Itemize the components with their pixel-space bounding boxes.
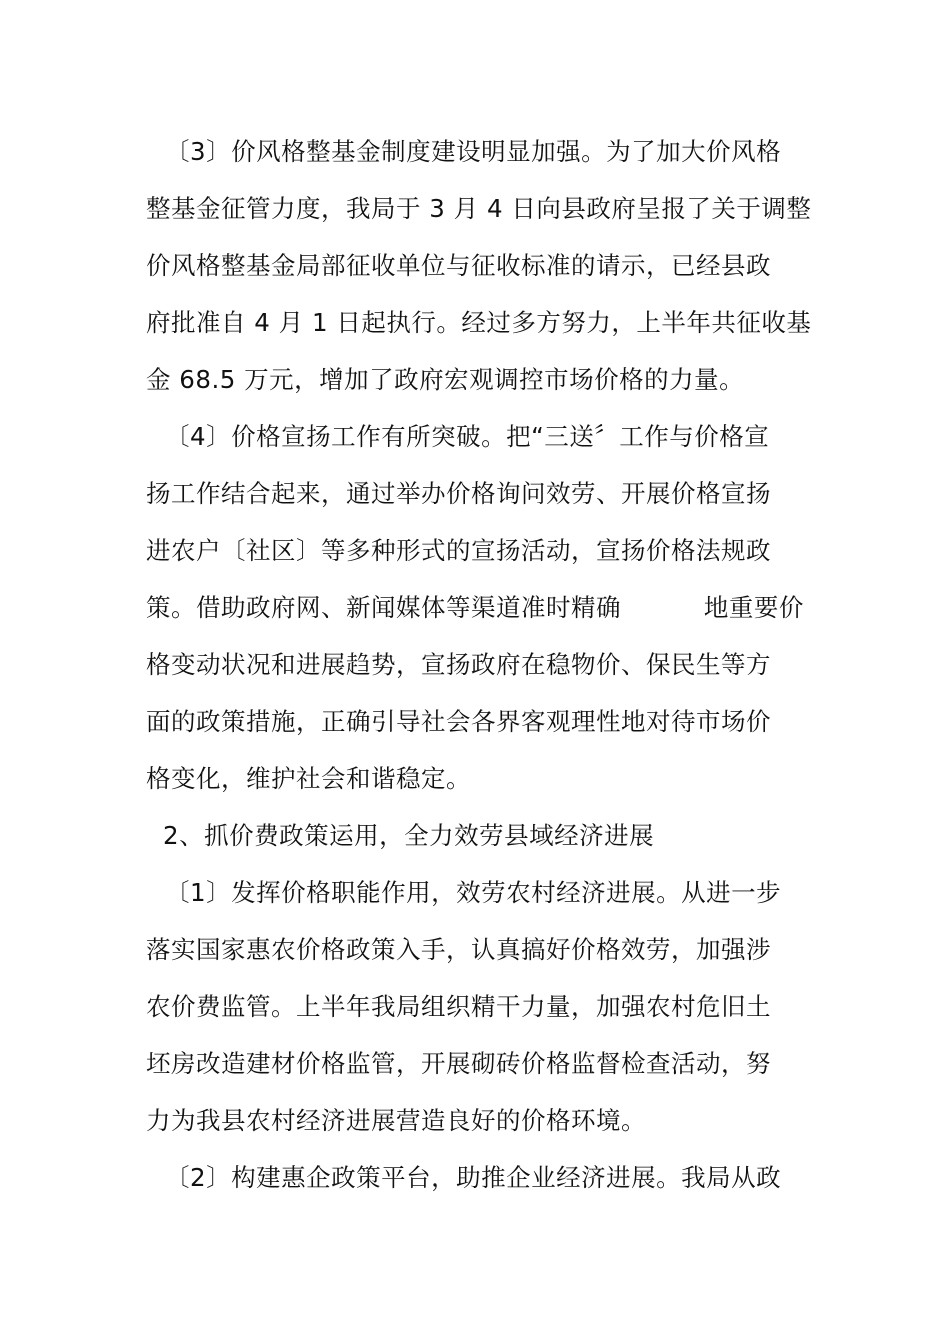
paragraph-4-line-7: 格变化，维护社会和谐稳定。 xyxy=(146,764,471,793)
paragraph-3-line-5: 金 68.5 万元，增加了政府宏观调控市场价格的力量。 xyxy=(146,365,745,394)
paragraph-1-line-4: 坯房改造建材价格监管，开展砌砖价格监督检查活动，努 xyxy=(146,1049,771,1078)
paragraph-1-line-3: 农价费监管。上半年我局组织精干力量，加强农村危旧土 xyxy=(146,992,771,1021)
paragraph-1-line-2: 落实国家惠农价格政策入手，认真搞好价格效劳，加强涉 xyxy=(146,935,771,964)
paragraph-3-line-3: 价风格整基金局部征收单位与征收标准的请示，已经县政 xyxy=(146,251,771,280)
paragraph-4-line-2: 扬工作结合起来，通过举办价格询问效劳、开展价格宣扬 xyxy=(146,479,771,508)
section-heading-2: 2、抓价费政策运用，全力效劳县域经济进展 xyxy=(163,821,655,850)
paragraph-4-line-6: 面的政策措施，正确引导社会各界客观理性地对待市场价 xyxy=(146,707,771,736)
paragraph-4-line-4: 策。借助政府网、新闻媒体等渠道准时精确 地重要价 xyxy=(146,593,804,622)
paragraph-4-line-5: 格变动状况和进展趋势，宣扬政府在稳物价、保民生等方 xyxy=(146,650,771,679)
paragraph-2-line-1: 〔2〕构建惠企政策平台，助推企业经济进展。我局从政 xyxy=(165,1163,782,1192)
paragraph-1-line-5: 力为我县农村经济进展营造良好的价格环境。 xyxy=(146,1106,646,1135)
paragraph-3-line-1: 〔3〕价风格整基金制度建设明显加强。为了加大价风格 xyxy=(165,137,782,166)
paragraph-1-line-1: 〔1〕发挥价格职能作用，效劳农村经济进展。从进一步 xyxy=(165,878,782,907)
paragraph-3-line-4: 府批准自 4 月 1 日起执行。经过多方努力，上半年共征收基 xyxy=(146,308,812,337)
paragraph-3-line-2: 整基金征管力度，我局于 3 月 4 日向县政府呈报了关于调整 xyxy=(146,194,812,223)
paragraph-4-line-3: 进农户〔社区〕等多种形式的宣扬活动，宣扬价格法规政 xyxy=(146,536,771,565)
paragraph-4-line-1: 〔4〕价格宣扬工作有所突破。把“三送〞工作与价格宣 xyxy=(165,422,770,451)
